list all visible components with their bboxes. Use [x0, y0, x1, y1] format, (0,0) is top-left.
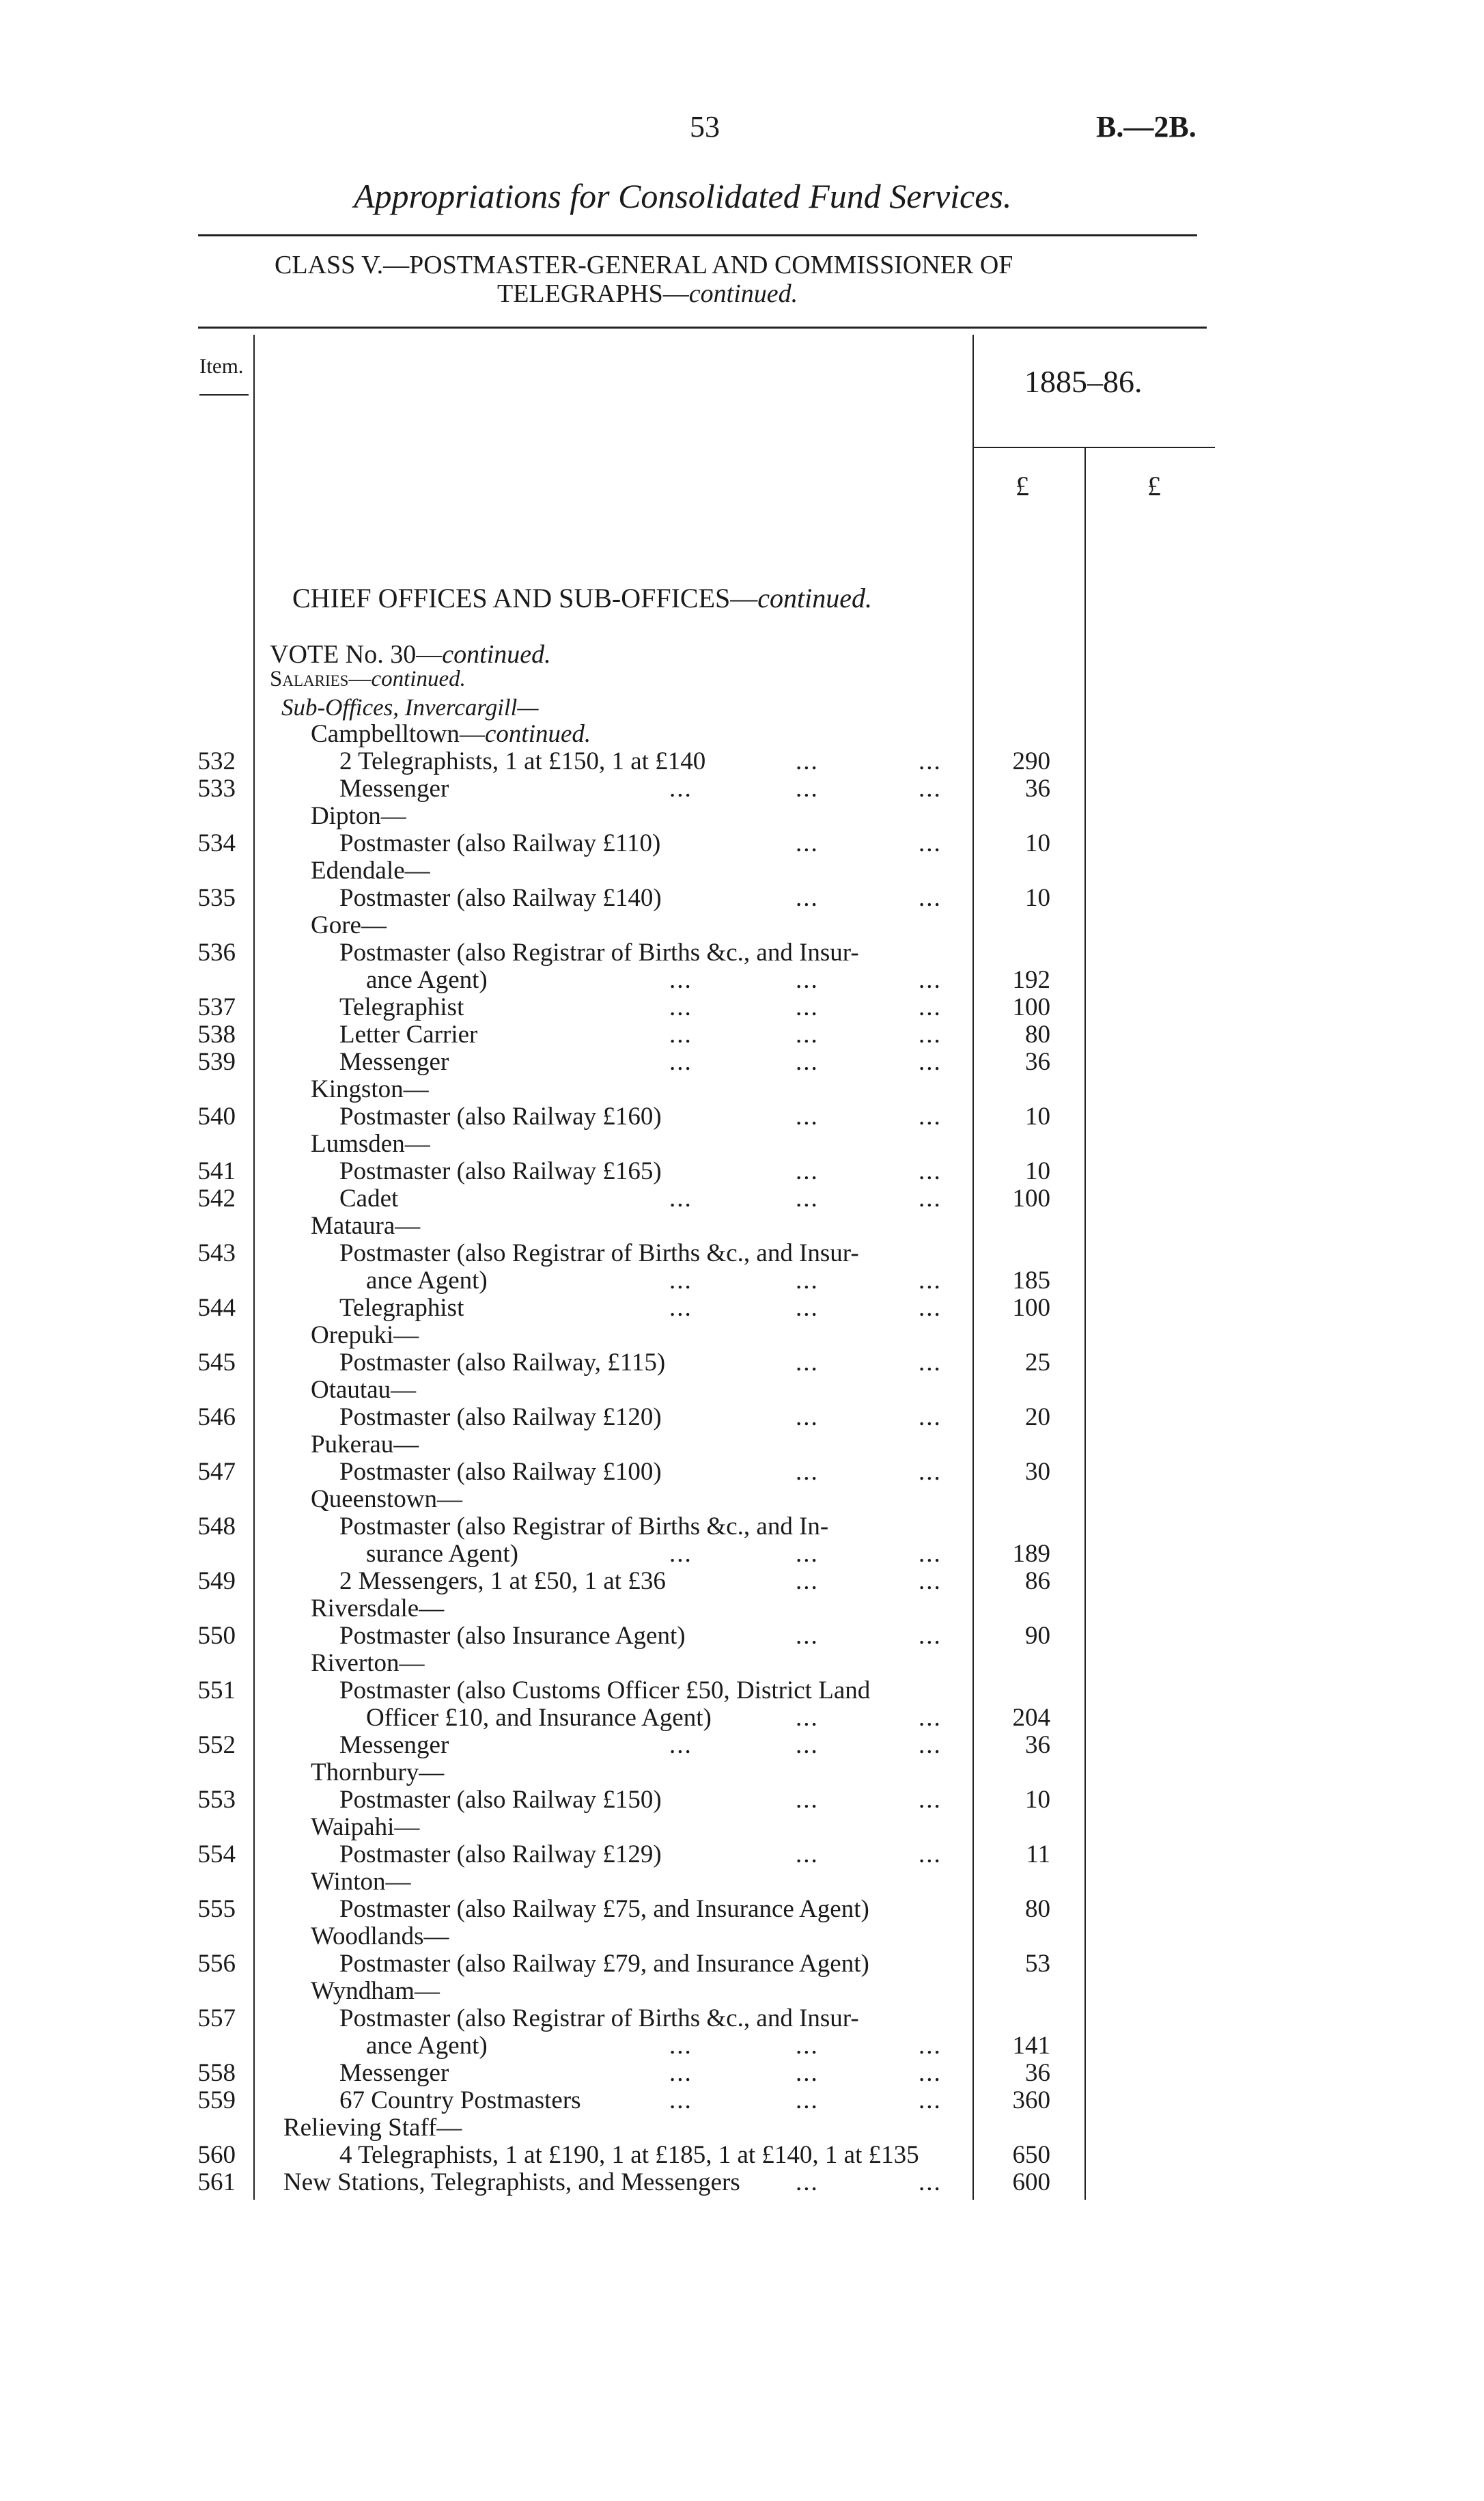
amount-value: 80: [1025, 1895, 1050, 1923]
year-header-rule: [972, 447, 1215, 448]
item-number: 541: [197, 1157, 236, 1185]
table-row: [0, 1622, 1484, 1650]
class-heading-continued: continued.: [688, 279, 798, 308]
table-row: [0, 721, 1484, 748]
leader-dots: ...: [796, 1267, 819, 1295]
row-description: Campbelltown—: [311, 720, 485, 748]
table-row: [0, 1540, 1484, 1568]
table-top-rule: [198, 327, 1207, 329]
row-description: Postmaster (also Registrar of Births &c., and Insur-: [339, 939, 859, 967]
table-row: [0, 1459, 1484, 1486]
table-row: [0, 1595, 1484, 1622]
row-description: Orepuki—: [311, 1321, 419, 1349]
table-row: [0, 939, 1484, 967]
amount-value: 189: [1012, 1540, 1050, 1568]
leader-dots: ...: [796, 1403, 819, 1431]
row-description: Relieving Staff—: [283, 2114, 462, 2142]
row-description: ance Agent): [366, 2032, 488, 2060]
row-description: Postmaster (also Railway, £115): [339, 1349, 666, 1377]
leader-dots: ...: [919, 2059, 942, 2087]
class-heading-line2-text: TELEGRAPHS—: [497, 279, 689, 308]
item-column-header: Item.: [199, 354, 244, 378]
amount-value: 36: [1025, 1048, 1050, 1076]
leader-dots: ...: [796, 2032, 819, 2060]
leader-dots: ...: [669, 1048, 692, 1076]
leader-dots: ...: [919, 829, 942, 857]
leader-dots: ...: [669, 1731, 692, 1759]
row-description: 2 Messengers, 1 at £50, 1 at £36: [339, 1567, 666, 1595]
leader-dots: ...: [796, 2086, 819, 2114]
table-row: [0, 1896, 1484, 1923]
leader-dots: ...: [669, 966, 692, 994]
table-row: [0, 1404, 1484, 1431]
amount-value: 90: [1025, 1622, 1050, 1650]
leader-dots: ...: [919, 1786, 942, 1814]
item-number: 543: [197, 1239, 236, 1267]
row-description: Gore—: [311, 911, 387, 939]
leader-dots: ...: [796, 1103, 819, 1131]
row-description: Postmaster (also Registrar of Births &c., and In-: [339, 1512, 829, 1540]
leader-dots: ...: [919, 2032, 942, 2060]
leader-dots: ...: [796, 1048, 819, 1076]
table-row: [0, 1185, 1484, 1213]
leader-dots: ...: [919, 1458, 942, 1486]
amount-value: 30: [1025, 1458, 1050, 1486]
section-title-continued: continued.: [757, 583, 873, 613]
table-row: [0, 1131, 1484, 1158]
leader-dots: ...: [796, 775, 819, 803]
item-header-underline: [199, 394, 249, 396]
leader-dots: ...: [796, 1786, 819, 1814]
table-row: [0, 2087, 1484, 2114]
item-number: 545: [197, 1349, 236, 1377]
leader-dots: ...: [919, 2168, 942, 2196]
row-description: Mataura—: [311, 1212, 421, 1240]
table-row: [0, 1759, 1484, 1786]
running-title: Appropriations for Consolidated Fund Services.: [354, 177, 1012, 215]
row-description: ance Agent): [366, 1267, 488, 1295]
table-row: [0, 1158, 1484, 1185]
amount-value: 600: [1012, 2168, 1050, 2196]
amount-value: 36: [1025, 775, 1050, 803]
row-description: Postmaster (also Railway £100): [339, 1458, 662, 1486]
amount-value: 10: [1025, 884, 1050, 912]
row-description: Queenstown—: [311, 1485, 462, 1513]
table-row: [0, 1568, 1484, 1595]
amount-value: 100: [1012, 1185, 1050, 1213]
leader-dots: ...: [796, 1349, 819, 1377]
leader-dots: ...: [669, 1540, 692, 1568]
top-divider: [198, 234, 1197, 236]
item-number: 558: [197, 2059, 236, 2087]
row-description: Edendale—: [311, 857, 430, 885]
amount-value: 25: [1025, 1349, 1050, 1377]
amount-value: 204: [1012, 1704, 1050, 1732]
row-continued: continued.: [485, 720, 591, 748]
leader-dots: ...: [669, 1294, 692, 1322]
item-number: 544: [197, 1294, 236, 1322]
table-row: [0, 1950, 1484, 1978]
amount-value: 10: [1025, 829, 1050, 857]
item-number: 548: [197, 1512, 236, 1540]
leader-dots: ...: [796, 1704, 819, 1732]
amount-value: 20: [1025, 1403, 1050, 1431]
row-description: 2 Telegraphists, 1 at £150, 1 at £140: [339, 747, 706, 775]
row-description: Messenger: [339, 1731, 449, 1759]
table-row: [0, 1103, 1484, 1131]
leader-dots: ...: [919, 1622, 942, 1650]
row-description: Lumsden—: [311, 1130, 430, 1158]
amount-value: 11: [1026, 1840, 1050, 1868]
row-description: Postmaster (also Registrar of Births &c., and Insur-: [339, 2004, 859, 2032]
salaries-heading: [270, 667, 466, 692]
amount-value: 80: [1025, 1021, 1050, 1049]
row-description: Cadet: [339, 1185, 399, 1213]
leader-dots: ...: [919, 1048, 942, 1076]
item-number: 550: [197, 1622, 236, 1650]
row-description: Postmaster (also Railway £79, and Insurance Agent): [339, 1950, 869, 1978]
leader-dots: ...: [669, 1185, 692, 1213]
leader-dots: ...: [796, 1622, 819, 1650]
table-row: [0, 1322, 1484, 1349]
amount-value: 10: [1025, 1786, 1050, 1814]
document-reference: B.—2B.: [1096, 110, 1196, 143]
item-number: 560: [197, 2141, 236, 2169]
section-title: [292, 582, 872, 614]
amount-value: 10: [1025, 1157, 1050, 1185]
row-description: Postmaster (also Railway £75, and Insurance Agent): [339, 1895, 869, 1923]
section-title-text: CHIEF OFFICES AND SUB-OFFICES—: [292, 583, 758, 613]
amount-value: 86: [1025, 1567, 1050, 1595]
leader-dots: ...: [796, 2168, 819, 2196]
item-number: 533: [197, 775, 236, 803]
table-row: [0, 1213, 1484, 1240]
table-row: [0, 1814, 1484, 1841]
row-description: Postmaster (also Railway £110): [339, 829, 661, 857]
leader-dots: ...: [796, 2059, 819, 2087]
item-number: 537: [197, 993, 236, 1021]
table-row: [0, 1513, 1484, 1540]
year-column-header: 1885–86.: [1024, 364, 1143, 399]
item-number: 536: [197, 939, 236, 967]
leader-dots: ...: [796, 1185, 819, 1213]
table-row: [0, 912, 1484, 939]
table-row: [0, 1650, 1484, 1677]
leader-dots: ...: [796, 993, 819, 1021]
leader-dots: ...: [919, 1731, 942, 1759]
vote-heading-text: VOTE No. 30—: [270, 640, 443, 669]
table-row: [0, 1841, 1484, 1868]
row-description: Postmaster (also Railway £129): [339, 1840, 662, 1868]
leader-dots: ...: [796, 884, 819, 912]
row-description: Thornbury—: [311, 1758, 445, 1786]
pound-sign-right: £: [1147, 471, 1161, 501]
item-number: 534: [197, 829, 236, 857]
table-row: [0, 1267, 1484, 1295]
item-number: 538: [197, 1021, 236, 1049]
table-row: [0, 1732, 1484, 1759]
table-row: [0, 885, 1484, 912]
row-description: Messenger: [339, 1048, 449, 1076]
row-description: 67 Country Postmasters: [339, 2086, 581, 2114]
item-number: 554: [197, 1840, 236, 1868]
row-description: Waipahi—: [311, 1813, 420, 1841]
leader-dots: ...: [669, 1267, 692, 1295]
leader-dots: ...: [919, 1403, 942, 1431]
leader-dots: ...: [796, 747, 819, 775]
row-description: Winton—: [311, 1868, 411, 1896]
amount-value: 141: [1012, 2032, 1050, 2060]
table-row: [0, 2169, 1484, 2196]
leader-dots: ...: [796, 1458, 819, 1486]
table-row: [0, 2032, 1484, 2060]
item-number: 551: [197, 1676, 236, 1704]
leader-dots: ...: [669, 1021, 692, 1049]
table-row: [0, 2114, 1484, 2142]
table-row: [0, 803, 1484, 830]
table-row: [0, 1076, 1484, 1103]
leader-dots: ...: [919, 747, 942, 775]
item-number: 549: [197, 1567, 236, 1595]
table-row: [0, 1923, 1484, 1950]
item-number: 556: [197, 1950, 236, 1978]
leader-dots: ...: [919, 1840, 942, 1868]
row-description: ance Agent): [366, 966, 488, 994]
leader-dots: ...: [919, 884, 942, 912]
table-row: [0, 857, 1484, 885]
class-heading-line2: [497, 279, 798, 309]
table-row: [0, 1868, 1484, 1896]
amount-value: 10: [1025, 1103, 1050, 1131]
leader-dots: ...: [919, 1103, 942, 1131]
table-row: [0, 994, 1484, 1021]
leader-dots: ...: [919, 966, 942, 994]
leader-dots: ...: [919, 993, 942, 1021]
leader-dots: ...: [919, 1567, 942, 1595]
leader-dots: ...: [796, 1021, 819, 1049]
row-description: 4 Telegraphists, 1 at £190, 1 at £185, 1 at £140, 1 at £135: [339, 2141, 919, 2169]
table-row: [0, 1486, 1484, 1513]
sub-offices-heading: Sub-Offices, Invercargill—: [281, 694, 539, 721]
table-row: [0, 1978, 1484, 2005]
row-description: Postmaster (also Railway £165): [339, 1157, 662, 1185]
leader-dots: ...: [919, 1349, 942, 1377]
amount-value: 290: [1012, 747, 1050, 775]
leader-dots: ...: [796, 1840, 819, 1868]
leader-dots: ...: [796, 966, 819, 994]
leader-dots: ...: [669, 2086, 692, 2114]
table-row: [0, 775, 1484, 803]
row-description: Riversdale—: [311, 1594, 445, 1622]
leader-dots: ...: [919, 1021, 942, 1049]
item-number: 552: [197, 1731, 236, 1759]
row-description: Dipton—: [311, 802, 406, 830]
leader-dots: ...: [919, 2086, 942, 2114]
row-description: Postmaster (also Customs Officer £50, District Land: [339, 1676, 871, 1704]
page-number: 53: [690, 110, 720, 143]
leader-dots: ...: [796, 1157, 819, 1185]
amount-value: 360: [1012, 2086, 1050, 2114]
table-row: [0, 1049, 1484, 1076]
amount-value: 100: [1012, 1294, 1050, 1322]
pound-sign-left: £: [1016, 471, 1029, 501]
table-row: [0, 1786, 1484, 1814]
table-row: [0, 2005, 1484, 2032]
leader-dots: ...: [669, 2032, 692, 2060]
table-row: [0, 1377, 1484, 1404]
item-number: 542: [197, 1185, 236, 1213]
row-description: Woodlands—: [311, 1922, 449, 1950]
amount-value: 53: [1025, 1950, 1050, 1978]
leader-dots: ...: [796, 829, 819, 857]
row-description: Postmaster (also Railway £120): [339, 1403, 662, 1431]
leader-dots: ...: [919, 1267, 942, 1295]
amount-value: 36: [1025, 2059, 1050, 2087]
row-description: Postmaster (also Registrar of Births &c., and Insur-: [339, 1239, 859, 1267]
table-row: [0, 1677, 1484, 1704]
amount-value: 185: [1012, 1267, 1050, 1295]
table-row: [0, 2142, 1484, 2169]
row-description: Kingston—: [311, 1075, 429, 1103]
table-row: [0, 748, 1484, 775]
row-description: surance Agent): [366, 1540, 518, 1568]
leader-dots: ...: [919, 775, 942, 803]
row-description: Postmaster (also Railway £140): [339, 884, 662, 912]
leader-dots: ...: [919, 1157, 942, 1185]
table-row: [0, 1295, 1484, 1322]
row-description: Officer £10, and Insurance Agent): [366, 1704, 712, 1732]
item-number: 561: [197, 2168, 236, 2196]
leader-dots: ...: [919, 1294, 942, 1322]
leader-dots: ...: [796, 1731, 819, 1759]
amount-value: 36: [1025, 1731, 1050, 1759]
leader-dots: ...: [796, 1540, 819, 1568]
salaries-heading-text: Salaries—: [270, 667, 372, 691]
table-row: [0, 1704, 1484, 1732]
row-description: Riverton—: [311, 1649, 425, 1677]
item-number: 553: [197, 1786, 236, 1814]
leader-dots: ...: [919, 1185, 942, 1213]
class-heading-line1: CLASS V.—POSTMASTER-GENERAL AND COMMISSIONER OF: [275, 251, 1013, 279]
row-description: Messenger: [339, 2059, 449, 2087]
item-number: 539: [197, 1048, 236, 1076]
amount-value: 650: [1012, 2141, 1050, 2169]
item-number: 546: [197, 1403, 236, 1431]
vote-heading: [270, 639, 551, 669]
item-number: 555: [197, 1895, 236, 1923]
leader-dots: ...: [919, 1704, 942, 1732]
leader-dots: ...: [796, 1567, 819, 1595]
leader-dots: ...: [919, 1540, 942, 1568]
row-description: Telegraphist: [339, 1294, 464, 1322]
leader-dots: ...: [669, 2059, 692, 2087]
item-number: 557: [197, 2004, 236, 2032]
row-description: Messenger: [339, 775, 449, 803]
row-description: Postmaster (also Railway £150): [339, 1786, 662, 1814]
item-number: 535: [197, 884, 236, 912]
table-row: [0, 1240, 1484, 1267]
row-description: Wyndham—: [311, 1977, 440, 2005]
row-description: Otautau—: [311, 1376, 417, 1404]
table-row: [0, 2060, 1484, 2087]
row-description: Postmaster (also Insurance Agent): [339, 1622, 686, 1650]
row-description: New Stations, Telegraphists, and Messengers: [283, 2168, 740, 2196]
amount-value: 100: [1012, 993, 1050, 1021]
item-number: 547: [197, 1458, 236, 1486]
leader-dots: ...: [796, 1294, 819, 1322]
row-description: Pukerau—: [311, 1431, 419, 1459]
item-number: 532: [197, 747, 236, 775]
vote-heading-continued: continued.: [442, 640, 551, 669]
amount-value: 192: [1012, 966, 1050, 994]
table-row: [0, 1021, 1484, 1049]
item-number: 540: [197, 1103, 236, 1131]
leader-dots: ...: [669, 993, 692, 1021]
leader-dots: ...: [669, 775, 692, 803]
salaries-heading-continued: continued.: [371, 667, 466, 691]
table-row: [0, 1349, 1484, 1377]
row-description: Postmaster (also Railway £160): [339, 1103, 662, 1131]
item-number: 559: [197, 2086, 236, 2114]
row-description: Telegraphist: [339, 993, 464, 1021]
table-row: [0, 967, 1484, 994]
row-description: Letter Carrier: [339, 1021, 478, 1049]
table-row: [0, 1431, 1484, 1459]
table-row: [0, 830, 1484, 857]
